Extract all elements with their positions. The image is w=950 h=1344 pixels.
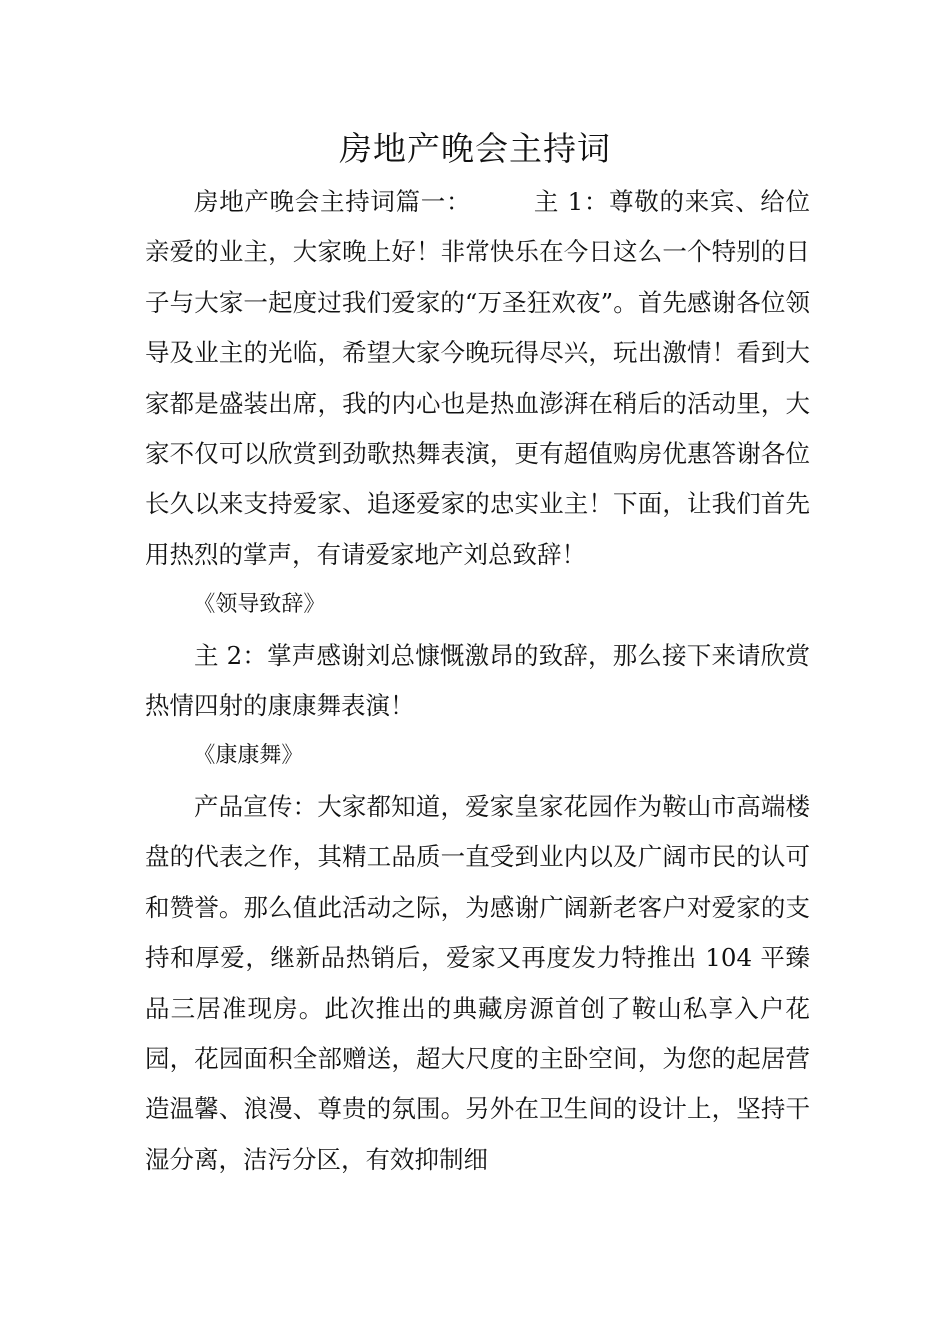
paragraph-text: 主 1：尊敬的来宾、给位亲爱的业主，大家晚上好！非常快乐在今日这么一个特别的日子与大家一起度过我们爱家的“万圣狂欢夜”。首先感谢各位领导及业主的光临，希望大家今晚玩得尽兴，玩出激情！看到大家都是盛装出席，我的内心也是热血澎湃在稍后的活动里，大家不仅可以欣赏到劲歌热舞表演，更有超值购房优惠答谢各位长久以来支持爱家、追逐爱家的忠实业主！下面，让我们首先用热烈的掌声，有请爱家地产刘总致辞！ bbox=[145, 187, 811, 569]
document-title: 房地产晚会主持词 bbox=[339, 129, 611, 168]
paragraph-opening bbox=[145, 177, 810, 580]
paragraph-heading: 房地产晚会主持词篇一： bbox=[194, 187, 472, 216]
document-body bbox=[145, 177, 810, 1185]
paragraph-host-2: 主 2：掌声感谢刘总慷慨激昂的致辞，那么接下来请欣赏热情四射的康康舞表演！ bbox=[145, 640, 810, 721]
section-label-cancan-dance: 《康康舞》 bbox=[193, 743, 304, 769]
paragraph-product-promo: 产品宣传：大家都知道，爱家皇家花园作为鞍山市高端楼盘的代表之作，其精工品质一直受到业内以及广阔市民的认可和赞誉。那么值此活动之际，为感谢广阔新老客户对爱家的支持和厚爱，继新品热销后，爱家又再度发力特推出 104 平臻品三居准现房。此次推出的典藏房源首创了鞍山私享入户花园，花园面积全部赠送，超大尺度的主卧空间，为您的起居营造温馨、浪漫、尊贵的氛围。另外在卫生间的设计上，坚持干湿分离，洁污分区，有效抑制细 bbox=[145, 791, 810, 1174]
section-label-leader-speech: 《领导致辞》 bbox=[193, 592, 326, 618]
